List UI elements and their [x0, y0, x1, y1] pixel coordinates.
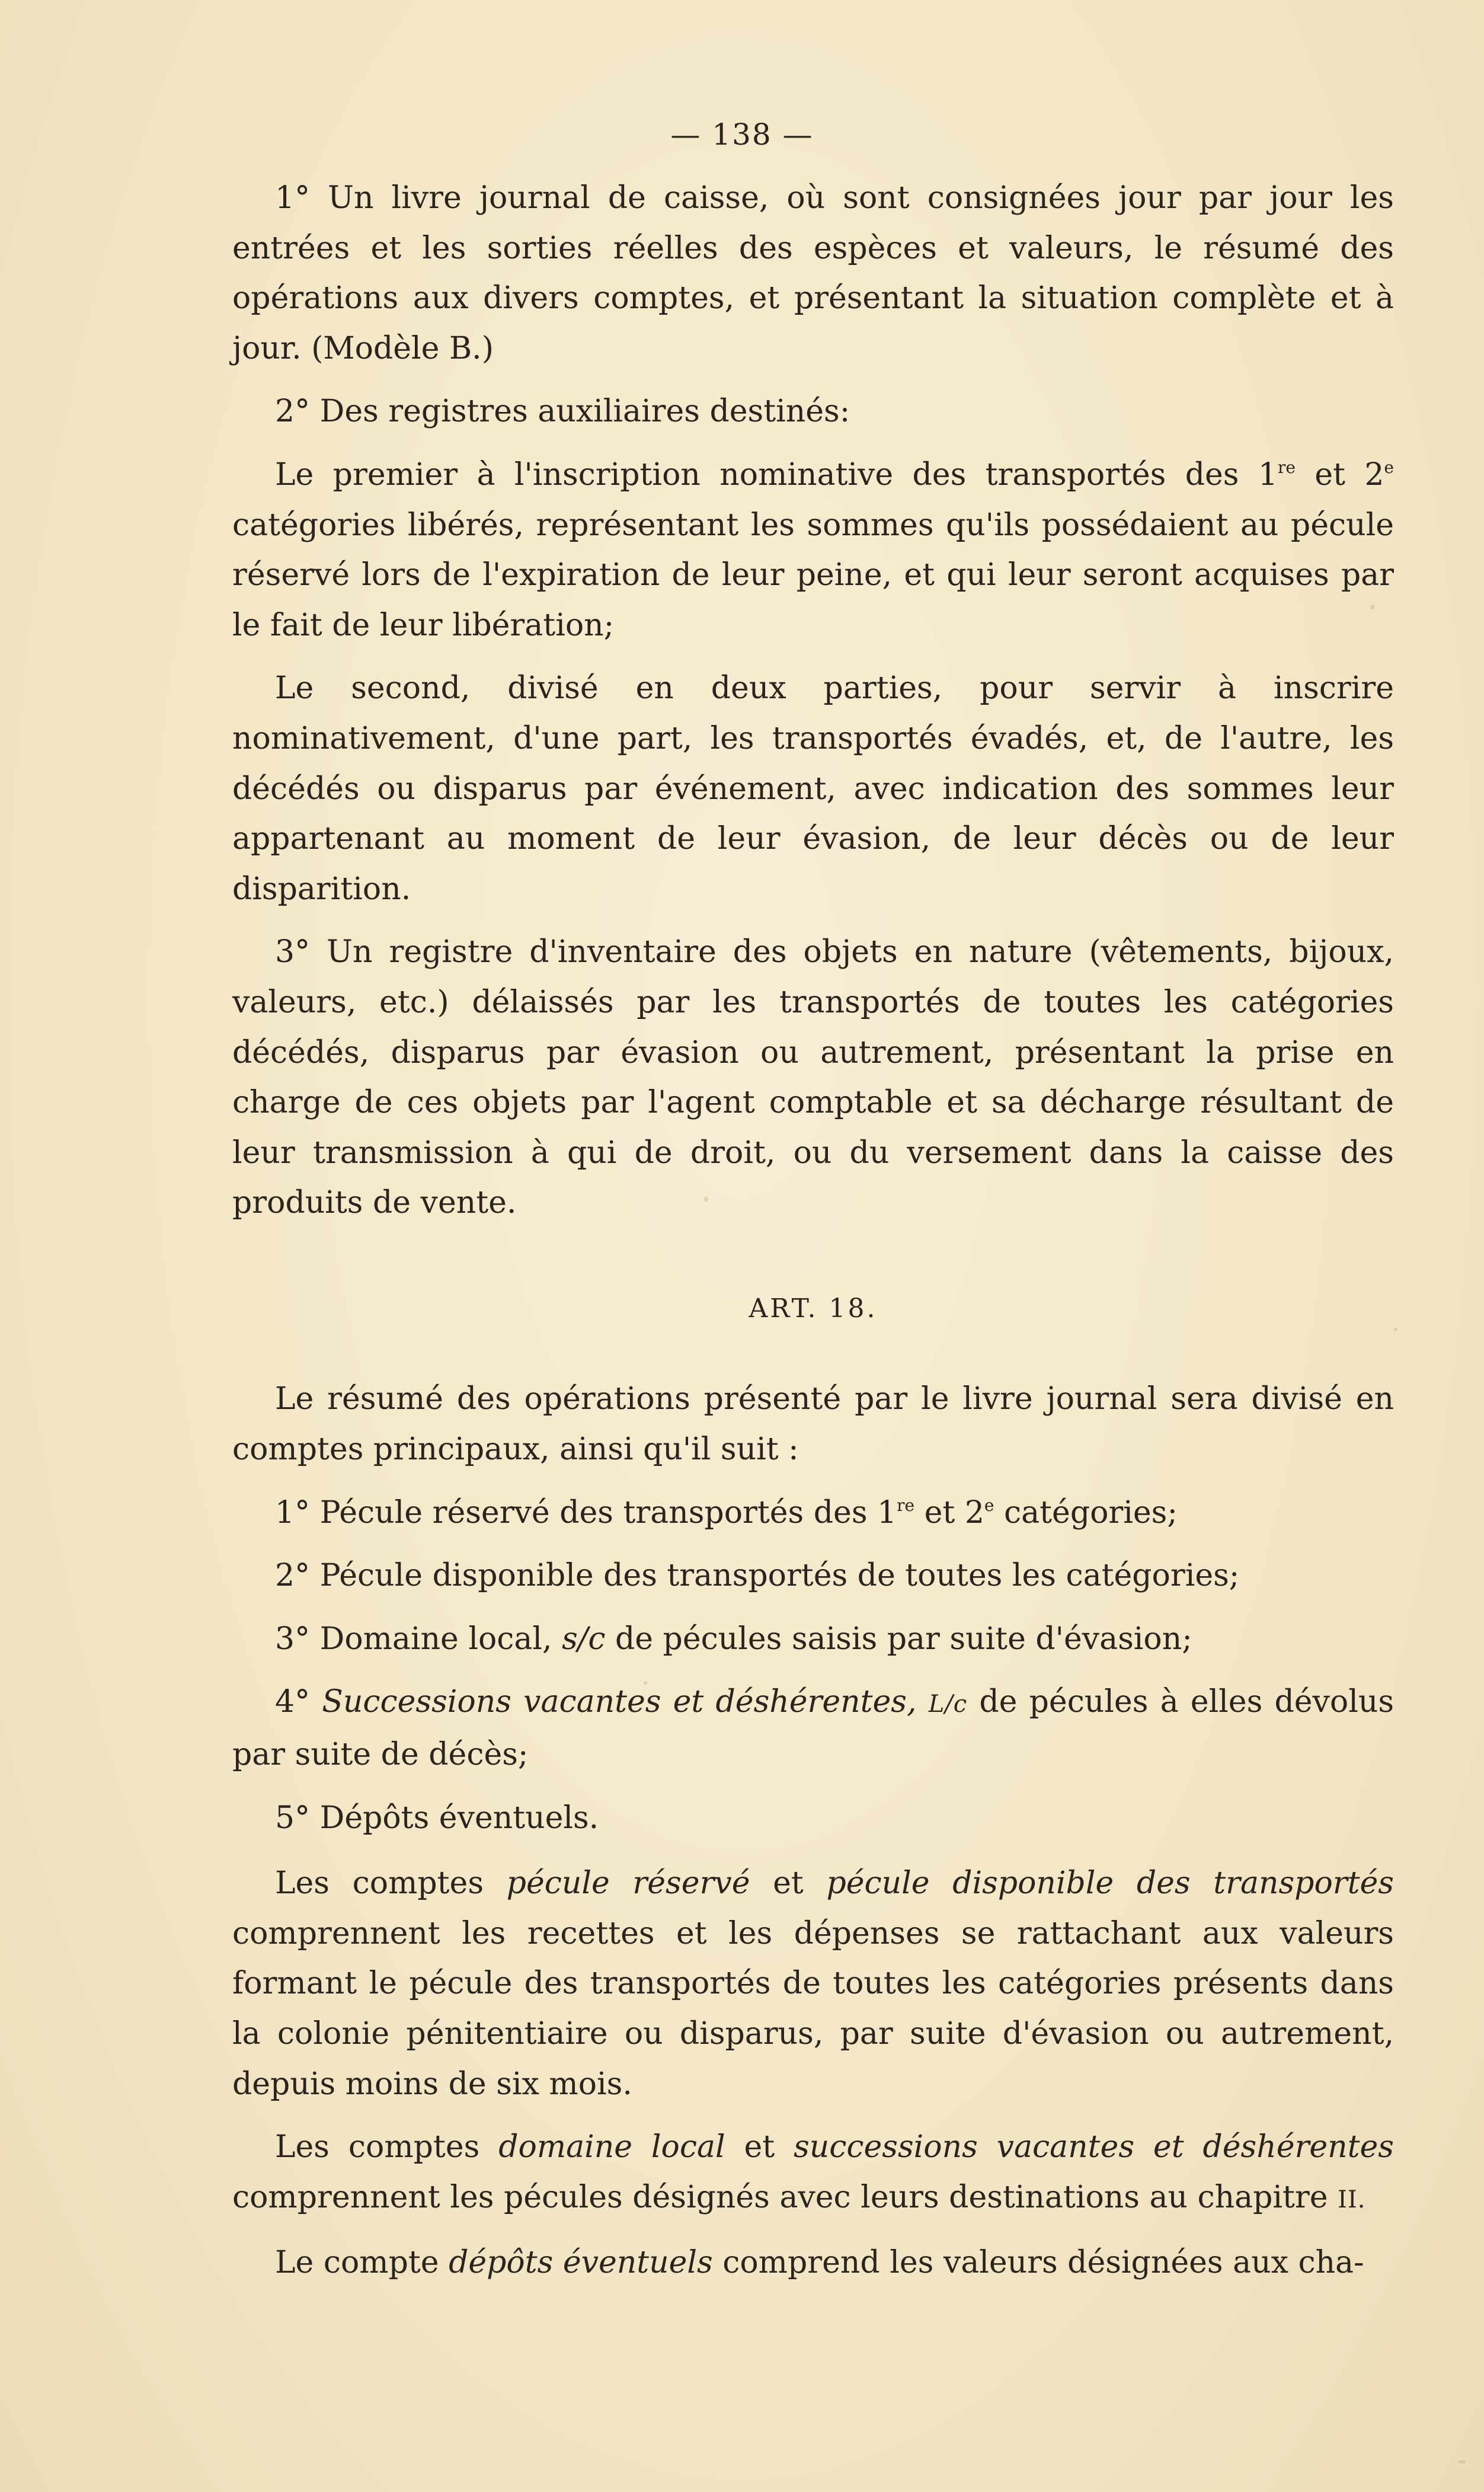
text-run: comprennent les recettes et les dépenses se rattachant aux valeurs formant le pécule des transportés de toutes les catégories présents dans la colonie pénitentiaire ou disparus, par suite d'évasion ou autrement, depuis moins de six mois.	[232, 1915, 1394, 2102]
paragraph-text: Le second, divisé en deux parties, pour servir à inscrire nominativement, d'une part, les transportés évadés, et, de l'autre, les décédés ou disparus par événement, avec indication des sommes leur appartenant au moment de leur évasion, de leur décès ou de leur disparition.	[232, 670, 1394, 907]
account-item	[232, 1793, 1394, 1844]
paragraph-deposits-account	[232, 2238, 1394, 2288]
paragraph-auxiliary-registers	[232, 386, 1394, 437]
text-run: catégories libérés, représentant les sommes qu'ils possédaient au pécule réservé lors de l'expiration de leur peine, et qui leur seront acquises par le fait de leur libération;	[232, 507, 1394, 643]
paragraph-second-register	[232, 663, 1394, 914]
body-text	[232, 173, 1394, 2301]
list-number: 3°	[275, 1621, 311, 1657]
text-run: Pécule réservé des transportés des 1	[319, 1494, 897, 1531]
text-run: et	[750, 1865, 827, 1902]
text-run: comprennent les pécules désignés avec leurs destinations au chapitre	[232, 2179, 1338, 2215]
paragraph-summary-intro	[232, 1374, 1394, 1474]
paragraph-text: Un registre d'inventaire des objets en nature (vêtements, bijoux, valeurs, etc.) délaissés par les transportés de toutes les catégories décédés, disparus par évasion ou autrement, présentant la prise en charge de ces objets par l'agent comptable et sa décharge résultant de leur transmission à qui de droit, ou du versement dans la caisse des produits de vente.	[232, 934, 1395, 1221]
paragraph-peculium-accounts	[232, 1858, 1394, 2109]
text-run: de pécules à elles dévolus par suite de décès;	[232, 1684, 1395, 1773]
italic-text: domaine local	[498, 2129, 725, 2165]
paragraph-inventory-register	[232, 927, 1394, 1228]
italic-text: pécule disponible des transportés	[826, 1865, 1394, 1902]
text-run: catégories;	[994, 1494, 1178, 1531]
list-number: 2°	[275, 394, 311, 430]
list-number: 3°	[275, 934, 311, 970]
list-number: 1°	[275, 1494, 311, 1531]
paper-stain	[1394, 1328, 1397, 1331]
text-run: et 2	[914, 1494, 984, 1531]
list-number: 2°	[275, 1558, 311, 1594]
account-item	[232, 1551, 1394, 1601]
paragraph-register-cash-journal	[232, 173, 1394, 373]
superscript: re	[897, 1495, 915, 1515]
italic-text: dépôts éventuels	[449, 2245, 713, 2281]
italic-text: pécule réservé	[506, 1865, 750, 1902]
list-number: 1°	[275, 180, 311, 216]
superscript: re	[1277, 457, 1296, 477]
paragraph-domain-accounts	[232, 2122, 1394, 2225]
paragraph-text: Pécule disponible des transportés de toutes les catégories;	[319, 1558, 1240, 1594]
text-run: Les comptes	[275, 1865, 507, 1902]
paragraph-text: Des registres auxiliaires destinés:	[319, 394, 850, 430]
list-number: 4°	[275, 1684, 311, 1720]
italic-abbreviation: L/c	[928, 1691, 968, 1718]
superscript: e	[984, 1495, 994, 1515]
italic-text: Successions vacantes et déshérentes,	[322, 1684, 917, 1720]
text-run: comprend les valeurs désignées aux cha-	[712, 2245, 1364, 2281]
account-item	[232, 1614, 1394, 1664]
paragraph-text: Dépôts éventuels.	[319, 1800, 599, 1836]
list-number: 5°	[275, 1800, 311, 1836]
account-item	[232, 1488, 1394, 1538]
account-item	[232, 1677, 1394, 1779]
superscript: e	[1384, 457, 1394, 477]
text-run: et 2	[1295, 456, 1384, 493]
italic-abbreviation: s/c	[562, 1621, 606, 1657]
text-run: Les comptes	[275, 2129, 499, 2165]
chapter-number: II.	[1338, 2186, 1366, 2213]
text-run: Domaine local,	[319, 1621, 562, 1657]
paragraph-text: Un livre journal de caisse, où sont consignées jour par jour les entrées et les sorties réelles des espèces et valeurs, le résumé des opérations aux divers comptes, et présentant la situation complète et à jour. (Modèle B.)	[232, 180, 1394, 366]
article-heading: ART. 18.	[749, 1293, 878, 1324]
italic-text: successions vacantes et déshérentes	[794, 2129, 1394, 2165]
text-run: et	[725, 2129, 794, 2165]
text-run: Le compte	[275, 2245, 449, 2281]
text-run: de pécules saisis par suite d'évasion;	[605, 1621, 1192, 1657]
paragraph-text: Le résumé des opérations présenté par le livre journal sera divisé en comptes principaux, ainsi qu'il suit :	[232, 1381, 1394, 1468]
paragraph-first-register	[232, 450, 1394, 650]
paper-stain	[1458, 2460, 1466, 2464]
text-run: Le premier à l'inscription nominative des transportés des 1	[275, 456, 1278, 493]
page-number: — 138 —	[670, 117, 814, 152]
